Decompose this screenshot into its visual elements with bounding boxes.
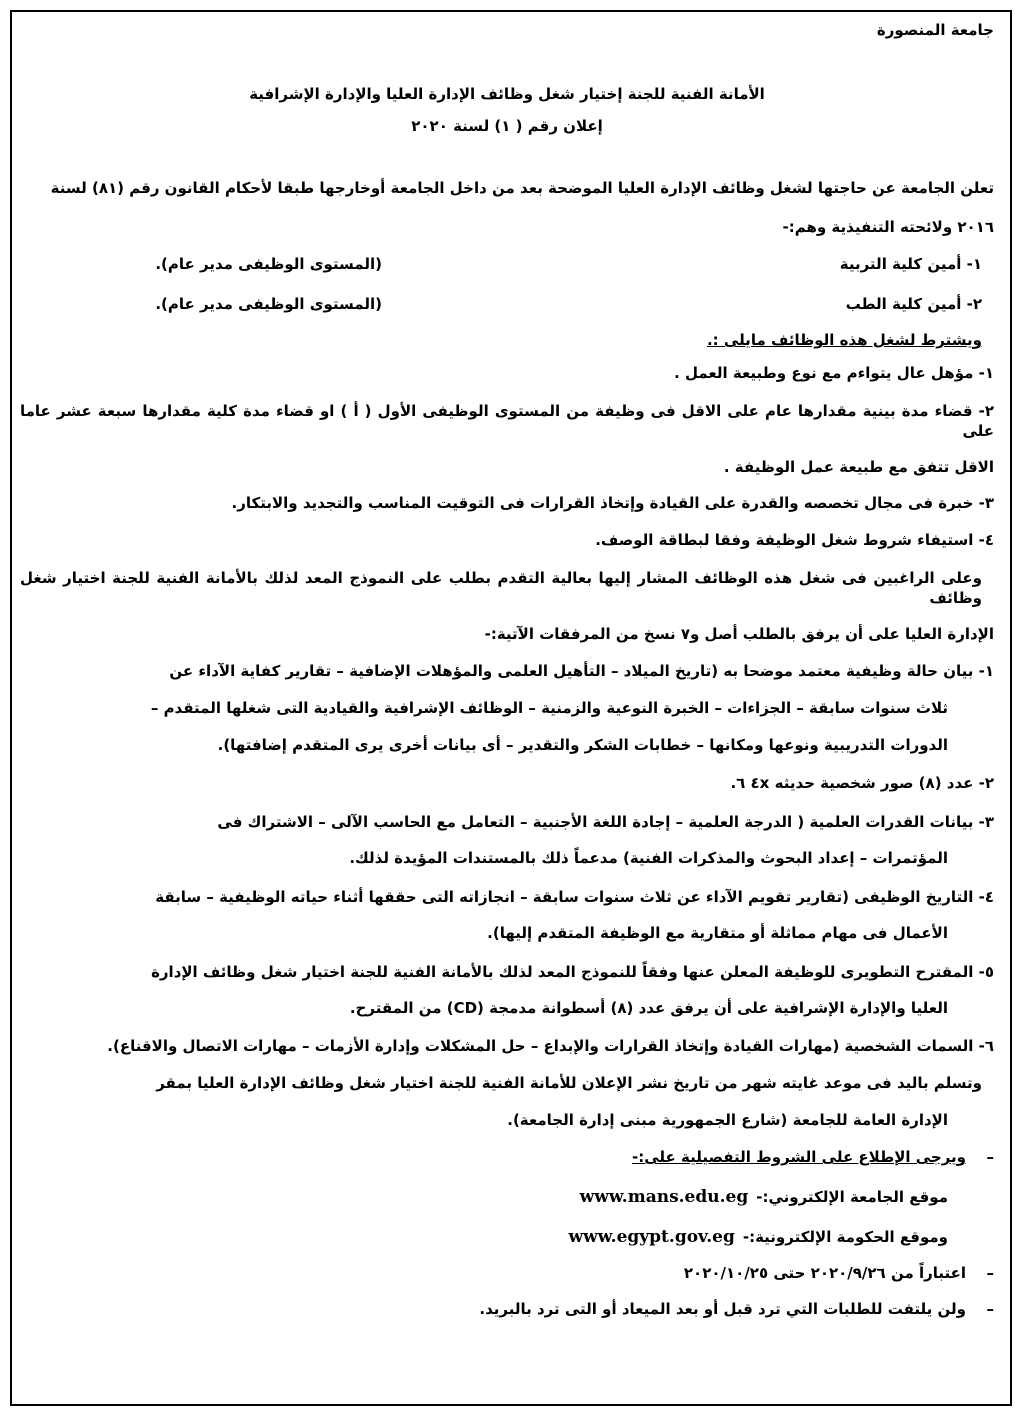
- government-website-link[interactable]: www.egypt.gov.eg: [568, 1227, 735, 1247]
- intro-line-1: تعلن الجامعة عن حاجتها لشغل وظائف الإدارة العليا الموضحة بعد من داخل الجامعة أوخارجها طبقا لأحكام القانون رقم (٨١) لسنة: [50, 179, 994, 197]
- applicants-line-2: الإدارة العليا على أن يرفق بالطلب أصل و٧ نسخ من المرفقات الآتية:-: [484, 625, 994, 643]
- condition-item: ٣- خبرة فى مجال تخصصه والقدرة على القيادة وإتخاذ القرارات فى التوقيت المناسب والتجديد والابتكار.: [231, 494, 994, 512]
- bullet-dash: –: [986, 1300, 994, 1318]
- attachment-item: المؤتمرات – إعداد البحوث والمذكرات الفنية) مدعماً ذلك بالمستندات المؤيدة لذلك.: [349, 849, 948, 867]
- condition-item: ١- مؤهل عال يتواءم مع نوع وطبيعة العمل .: [674, 364, 994, 382]
- conditions-heading: ويشترط لشغل هذه الوظائف مايلى :.: [706, 331, 982, 349]
- position-row-2: [20, 294, 994, 314]
- late-applications-note: ولن يلتفت للطلبات التي ترد قبل أو بعد الميعاد أو التى ترد بالبريد.: [479, 1300, 966, 1318]
- applicants-line-1: وعلى الراغبين فى شغل هذه الوظائف المشار إليها بعالية التقدم بطلب على النموذج المعد لذلك بالأمانة الفنية للجنة اختيار شغل وظائف: [20, 569, 982, 607]
- bullet-dash: –: [986, 1148, 994, 1166]
- university-website-label: موقع الجامعة الإلكتروني:-: [756, 1188, 948, 1206]
- attachment-item: ٦- السمات الشخصية (مهارات القيادة وإتخاذ القرارات والإبداع – حل المشكلات وإدارة الأزمات – مهارات الاتصال والاقناع).: [107, 1037, 994, 1055]
- announcement-body: [20, 18, 994, 1319]
- period-row: [20, 1263, 994, 1283]
- condition-item: ٤- استيفاء شروط شغل الوظيفة وفقا لبطاقة الوصف.: [595, 531, 994, 549]
- attachment-item: الأعمال فى مهام مماثلة أو متقارية مع الوظيفة المتقدم إليها).: [487, 924, 948, 942]
- position-title: ١- أمين كلية التربية: [839, 255, 982, 273]
- attachment-item: ٣- بيانات القدرات العلمية ( الدرجة العلمية – إجادة اللغة الأجنبية – التعامل مع الحاسب الآلى – الاشتراك فى: [217, 813, 994, 831]
- university-website-link[interactable]: www.mans.edu.eg: [579, 1187, 749, 1207]
- secretariat-title: الأمانة الفنية للجنة إختيار شغل وظائف الإدارة العليا والإدارة الإشرافية: [249, 85, 765, 103]
- attachment-item: الدورات التدريبية ونوعها ومكانها – خطابات الشكر والتقدير – أى بيانات أخرى يرى المتقدم إضافتها).: [217, 736, 948, 754]
- attachment-item: ٥- المقترح التطويرى للوظيفة المعلن عنها وفقاً للنموذج المعد لذلك بالأمانة الفنية للجنة اختيار شغل وظائف الإدارة: [151, 963, 994, 981]
- university-name: جامعة المنصورة: [876, 21, 994, 39]
- attachment-item: ٤- التاريخ الوظيفى (تقارير تقويم الآداء عن ثلاث سنوات سابقة – انجازاته التى حققها أثناء حياته الوظيفية – سابقة: [155, 888, 994, 906]
- delivery-line-1: وتسلم باليد فى موعد غايته شهر من تاريخ نشر الإعلان للأمانة الفنية للجنة اختيار شغل وظائف الإدارة العليا بمقر: [156, 1074, 982, 1092]
- position-title: ٢- أمين كلية الطب: [845, 295, 982, 313]
- government-website-label: وموقع الحكومة الإلكترونية:-: [742, 1228, 948, 1246]
- attachment-item: العليا والإدارة الإشرافية على أن يرفق عدد (٨) أسطوانة مدمجة (CD) من المقترح.: [349, 999, 948, 1017]
- position-level: (المستوى الوظيفى مدير عام).: [155, 255, 382, 273]
- details-heading: ويرجى الإطلاع على الشروط التفصيلية على:-: [632, 1148, 966, 1166]
- details-heading-row: [20, 1147, 994, 1167]
- announcement-number: إعلان رقم ( ١) لسنة ٢٠٢٠: [411, 117, 603, 135]
- condition-item: ٢- قضاء مدة بينية مقدارها عام على الاقل فى وظيفة من المستوى الوظيفى الأول ( أ ) او قضاء مدة كلية مقدارها سبعة عشر عاما على: [20, 402, 994, 440]
- attachment-item: ١- بيان حالة وظيفية معتمد موضحا به (تاريخ الميلاد – التأهيل العلمى والمؤهلات الإضافية – تقارير كفاية الآداء عن: [169, 662, 994, 680]
- government-website-row: [20, 1227, 994, 1247]
- attachment-item: ٢- عدد (٨) صور شخصية حديثه ٤x ٦.: [730, 774, 994, 792]
- delivery-line-2: الإدارة العامة للجامعة (شارع الجمهورية مبنى إدارة الجامعة).: [507, 1111, 948, 1129]
- note-row: [20, 1299, 994, 1319]
- application-period: اعتباراً من ٢٠٢٠/٩/٢٦ حتى ٢٠٢٠/١٠/٢٥: [683, 1264, 966, 1282]
- condition-item: الاقل تتفق مع طبيعة عمل الوظيفة .: [723, 458, 994, 476]
- attachment-item: ثلاث سنوات سابقة – الجزاءات – الخبرة النوعية والزمنية – الوظائف الإشرافية والقيادية التى شغلها المتقدم –: [150, 699, 948, 717]
- bullet-dash: –: [986, 1264, 994, 1282]
- position-row-1: [20, 254, 994, 274]
- position-level: (المستوى الوظيفى مدير عام).: [155, 295, 382, 313]
- intro-line-2: ٢٠١٦ ولائحته التنفيذية وهم:-: [782, 218, 994, 236]
- university-website-row: [20, 1187, 994, 1207]
